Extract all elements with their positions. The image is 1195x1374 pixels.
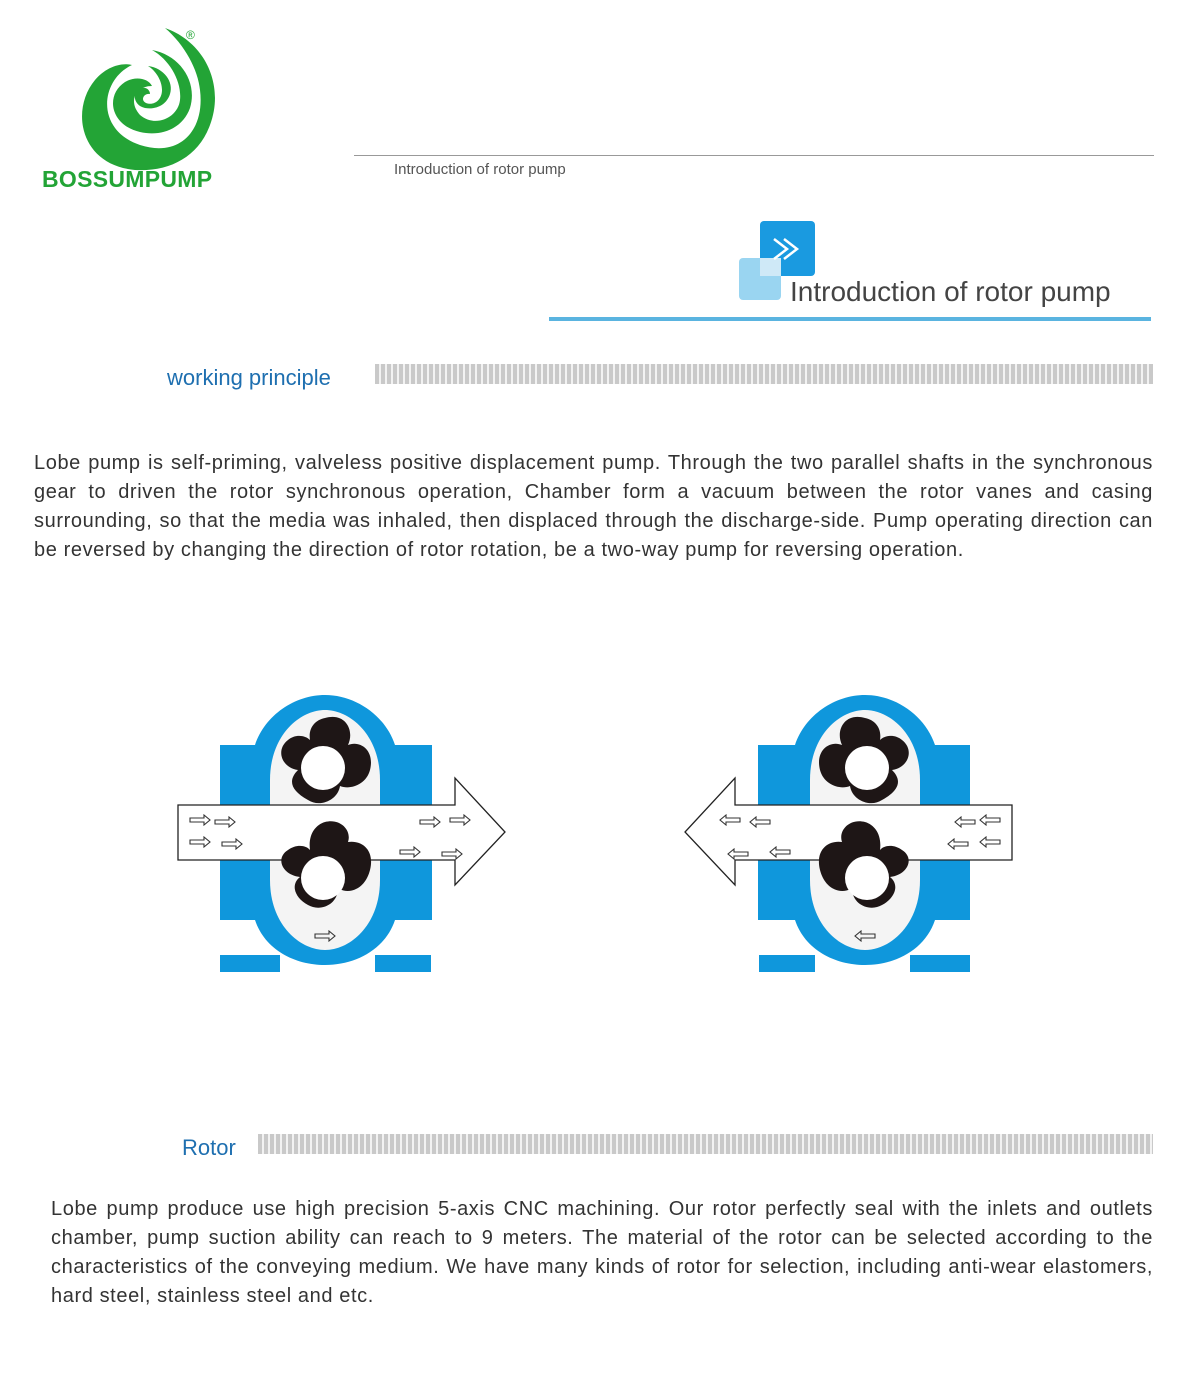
lobe-pump-flow-left-icon [675, 690, 1020, 980]
breadcrumb: Introduction of rotor pump [394, 161, 566, 178]
heading-stripe [258, 1134, 1153, 1154]
heading-stripe [375, 364, 1153, 384]
rotor-text: Lobe pump produce use high precision 5-axis CNC machining. Our rotor perfectly seal with the inlets and outlets chamber, pump suction ability can reach to 9 meters. The material of the rotor can be selected according to the characteristics of the conveying medium. We have many kinds of rotor for selection, including anti-wear elastomers, hard steel, stainless steel and etc. [51, 1198, 1153, 1307]
rotor-heading: Rotor [182, 1135, 236, 1160]
section-underline [549, 317, 1151, 321]
registered-mark: ® [186, 28, 195, 42]
working-principle-heading: working principle [167, 365, 331, 390]
working-principle-text: Lobe pump is self-priming, valveless positive displacement pump. Through the two parallel shafts in the synchronous gear to driven the rotor synchronous operation, Chamber form a vacuum between the rotor vanes and casing surrounding, so that the media was inhaled, then displaced through the discharge-side. Pump operating direction can be reversed by changing the direction of rotor rotation, be a two-way pump for reversing operation. [34, 452, 1153, 561]
header-divider [354, 155, 1154, 156]
lobe-pump-flow-right-icon [170, 690, 515, 980]
brand-name: BOSSUMPUMP [42, 166, 213, 192]
section-title: Introduction of rotor pump [790, 276, 1111, 307]
